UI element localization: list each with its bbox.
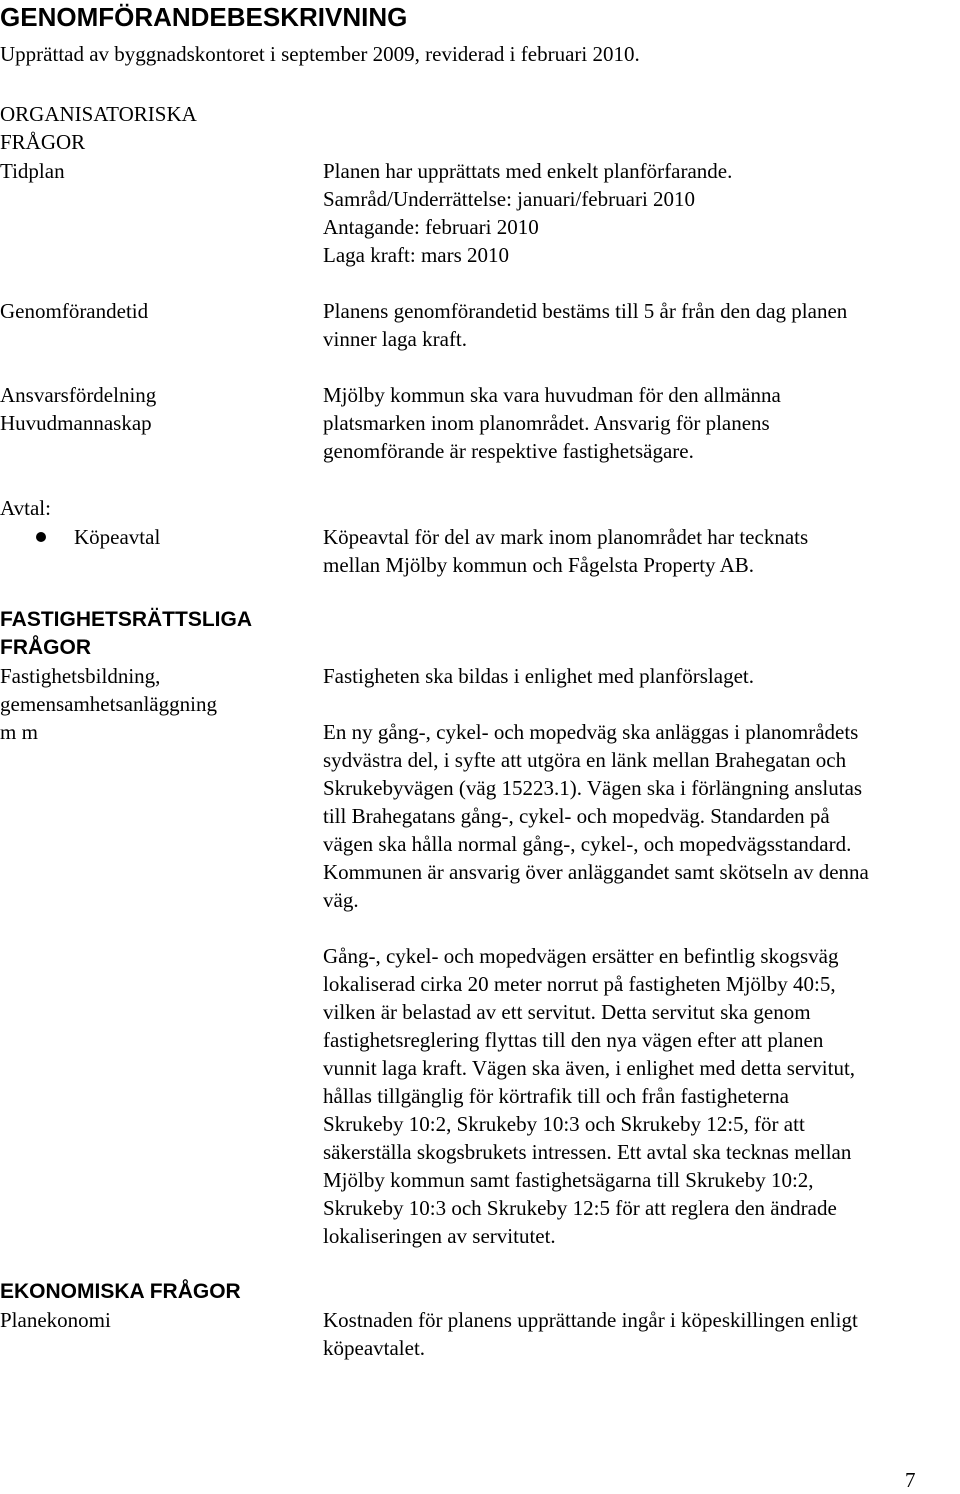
text-line: Mjölby kommun samt fastighetsägarna till Skrukeby 10:2, xyxy=(323,1168,814,1192)
text-line: Samråd/Underrättelse: januari/februari 2010 xyxy=(323,187,696,211)
text-line: Laga kraft: mars 2010 xyxy=(323,243,510,267)
heading-line: FRÅGOR xyxy=(0,130,86,154)
text-line: mellan Mjölby kommun och Fågelsta Property AB. xyxy=(323,553,755,577)
fastighet-para-1: Fastigheten ska bildas i enlighet med planförslaget. xyxy=(323,664,754,688)
page-number: 7 xyxy=(905,1468,916,1492)
label-fastighetsbildning xyxy=(0,662,310,746)
planekonomi-text xyxy=(323,1306,960,1362)
kopeavtal-text xyxy=(323,523,960,579)
section-heading-ekonomiska: EKONOMISKA FRÅGOR xyxy=(0,1280,241,1303)
label-line: gemensamhetsanläggning xyxy=(0,692,217,716)
text-line: platsmarken inom planområdet. Ansvarig för planens xyxy=(323,411,770,435)
label-tidplan: Tidplan xyxy=(0,159,65,183)
ansvar-text xyxy=(323,381,960,465)
tidplan-text xyxy=(323,157,960,269)
text-line: säkerställa skogsbrukets intressen. Ett avtal ska tecknas mellan xyxy=(323,1140,852,1164)
label-line: m m xyxy=(0,720,38,744)
section-heading-fastighetsrattsliga xyxy=(0,606,310,662)
heading-line: FASTIGHETSRÄTTSLIGA xyxy=(0,608,252,631)
text-line: Köpeavtal för del av mark inom planområdet har tecknats xyxy=(323,525,809,549)
heading-line: ORGANISATORISKA xyxy=(0,102,197,126)
text-line: fastighetsreglering flyttas till den nya vägen efter att planen xyxy=(323,1028,824,1052)
text-line: Planens genomförandetid bestäms till 5 år från den dag planen xyxy=(323,299,848,323)
text-line: vunnit laga kraft. Vägen ska även, i enlighet med detta servitut, xyxy=(323,1056,856,1080)
text-line: Gång-, cykel- och mopedvägen ersätter en befintlig skogsväg xyxy=(323,944,839,968)
text-line: lokaliseringen av servitutet. xyxy=(323,1224,556,1248)
section-heading-organisatoriska xyxy=(0,100,310,156)
fastighet-para-3 xyxy=(323,942,960,1250)
text-line: genomförande är respektive fastighetsägare. xyxy=(323,439,694,463)
label-line: Huvudmannaskap xyxy=(0,411,152,435)
text-line: lokaliserad cirka 20 meter norrut på fastigheten Mjölby 40:5, xyxy=(323,972,836,996)
text-line: köpeavtalet. xyxy=(323,1336,426,1360)
label-line: Ansvarsfördelning xyxy=(0,383,157,407)
text-line: Skrukebyvägen (väg 15223.1). Vägen ska i förlängning anslutas xyxy=(323,776,863,800)
bullet-icon xyxy=(36,532,46,542)
text-line: En ny gång-, cykel- och mopedväg ska anläggas i planområdets xyxy=(323,720,859,744)
text-line: sydvästra del, i syfte att utgöra en länk mellan Brahegatan och xyxy=(323,748,847,772)
text-line: Skrukeby 10:2, Skrukeby 10:3 och Skrukeby 12:5, för att xyxy=(323,1112,805,1136)
fastighet-para-2 xyxy=(323,718,960,914)
document-subtitle: Upprättad av byggnadskontoret i september 2009, reviderad i februari 2010. xyxy=(0,42,640,66)
text-line: Mjölby kommun ska vara huvudman för den allmänna xyxy=(323,383,781,407)
label-kopeavtal: Köpeavtal xyxy=(74,525,161,549)
text-line: vinner laga kraft. xyxy=(323,327,468,351)
text-line: vägen ska hålla normal gång-, cykel-, och mopedvägsstandard. xyxy=(323,832,852,856)
heading-line: FRÅGOR xyxy=(0,636,91,659)
genomforandetid-text xyxy=(323,297,960,353)
text-line: Planen har upprättats med enkelt planförfarande. xyxy=(323,159,733,183)
text-line: vilken är belastad av ett servitut. Detta servitut ska genom xyxy=(323,1000,811,1024)
label-planekonomi: Planekonomi xyxy=(0,1308,111,1332)
text-line: Skrukeby 10:3 och Skrukeby 12:5 för att reglera den ändrade xyxy=(323,1196,837,1220)
text-line: väg. xyxy=(323,888,359,912)
document-title: GENOMFÖRANDEBESKRIVNING xyxy=(0,2,408,32)
label-ansvarsfordelning xyxy=(0,381,310,437)
text-line: Antagande: februari 2010 xyxy=(323,215,539,239)
label-avtal: Avtal: xyxy=(0,496,51,520)
text-line: hållas tillgänglig för körtrafik till och från fastigheterna xyxy=(323,1084,789,1108)
text-line: till Brahegatans gång-, cykel- och mopedväg. Standarden på xyxy=(323,804,830,828)
label-line: Fastighetsbildning, xyxy=(0,664,161,688)
label-genomforandetid: Genomförandetid xyxy=(0,299,149,323)
text-line: Kommunen är ansvarig över anläggandet samt skötseln av denna xyxy=(323,860,869,884)
text-line: Kostnaden för planens upprättande ingår i köpeskillingen enligt xyxy=(323,1308,858,1332)
